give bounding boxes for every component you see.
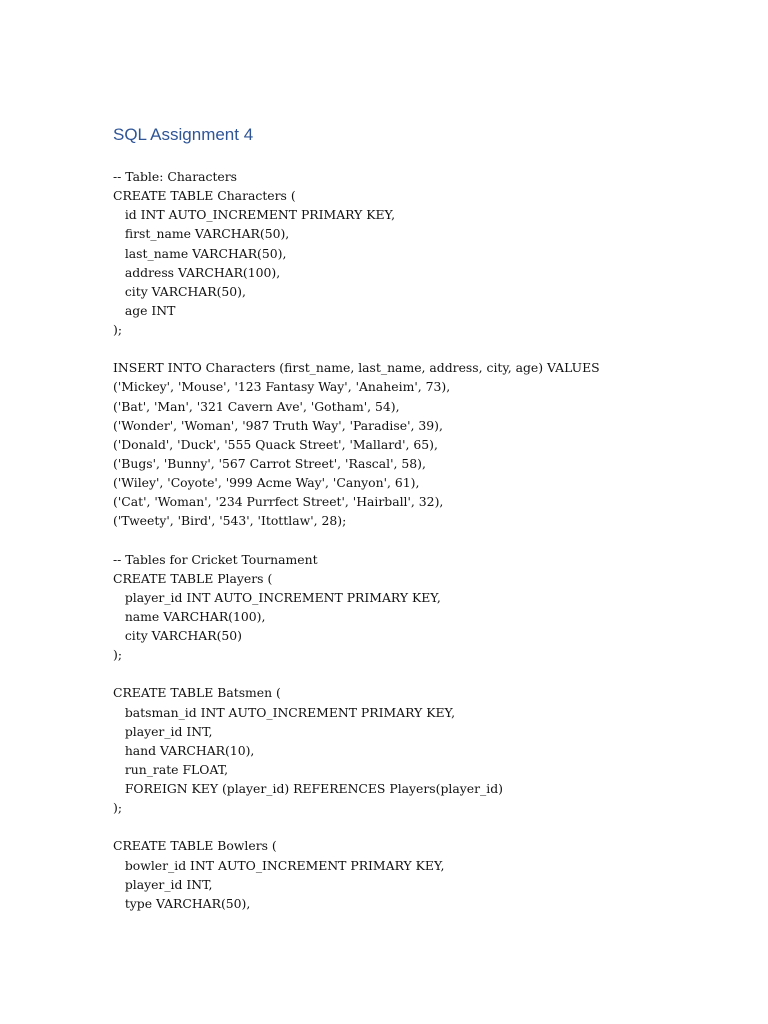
- code-line: ('Wonder', 'Woman', '987 Truth Way', 'Paradise', 39),: [113, 417, 443, 433]
- code-line: ('Tweety', 'Bird', '543', 'Itottlaw', 28);: [113, 513, 347, 529]
- blank-line: [113, 530, 733, 549]
- code-line: age INT: [113, 302, 176, 318]
- code-line: first_name VARCHAR(50),: [113, 226, 290, 242]
- sql-code-block: [113, 167, 733, 913]
- code-line: CREATE TABLE Characters (: [113, 188, 296, 204]
- code-line: player_id INT,: [113, 876, 213, 892]
- code-line: ('Bugs', 'Bunny', '567 Carrot Street', 'Rascal', 58),: [113, 455, 426, 471]
- code-line: id INT AUTO_INCREMENT PRIMARY KEY,: [113, 207, 396, 223]
- code-line: );: [113, 322, 123, 337]
- code-line: name VARCHAR(100),: [113, 608, 266, 624]
- code-line: player_id INT,: [113, 723, 213, 739]
- code-line: city VARCHAR(50),: [113, 283, 246, 299]
- code-line: city VARCHAR(50): [113, 628, 243, 643]
- code-line: player_id INT AUTO_INCREMENT PRIMARY KEY,: [113, 589, 441, 605]
- code-line: CREATE TABLE Bowlers (: [113, 838, 277, 854]
- blank-line: [113, 817, 733, 836]
- blank-line: [113, 339, 733, 358]
- code-line: INSERT INTO Characters (first_name, last_name, address, city, age) VALUES: [113, 360, 600, 376]
- code-line: ('Mickey', 'Mouse', '123 Fantasy Way', 'Anaheim', 73),: [113, 379, 451, 395]
- code-line: CREATE TABLE Players (: [113, 570, 273, 586]
- code-line: hand VARCHAR(10),: [113, 742, 255, 758]
- document-title: SQL Assignment 4: [113, 125, 254, 144]
- code-line: ('Donald', 'Duck', '555 Quack Street', 'Mallard', 65),: [113, 436, 438, 452]
- code-line: -- Table: Characters: [113, 169, 238, 184]
- code-line: ('Wiley', 'Coyote', '999 Acme Way', 'Canyon', 61),: [113, 475, 420, 490]
- code-line: );: [113, 647, 123, 663]
- code-line: address VARCHAR(100),: [113, 264, 281, 280]
- code-line: -- Tables for Cricket Tournament: [113, 551, 318, 567]
- code-line: );: [113, 800, 123, 816]
- code-line: ('Cat', 'Woman', '234 Purrfect Street', 'Hairball', 32),: [113, 494, 444, 510]
- code-line: ('Bat', 'Man', '321 Cavern Ave', 'Gotham', 54),: [113, 398, 400, 414]
- code-line: FOREIGN KEY (player_id) REFERENCES Players(player_id): [113, 781, 503, 796]
- code-line: bowler_id INT AUTO_INCREMENT PRIMARY KEY,: [113, 857, 445, 873]
- code-line: last_name VARCHAR(50),: [113, 245, 287, 261]
- code-line: type VARCHAR(50),: [113, 895, 251, 911]
- blank-line: [113, 664, 733, 683]
- code-line: batsman_id INT AUTO_INCREMENT PRIMARY KEY,: [113, 704, 456, 720]
- code-line: run_rate FLOAT,: [113, 761, 229, 777]
- code-line: CREATE TABLE Batsmen (: [113, 685, 281, 701]
